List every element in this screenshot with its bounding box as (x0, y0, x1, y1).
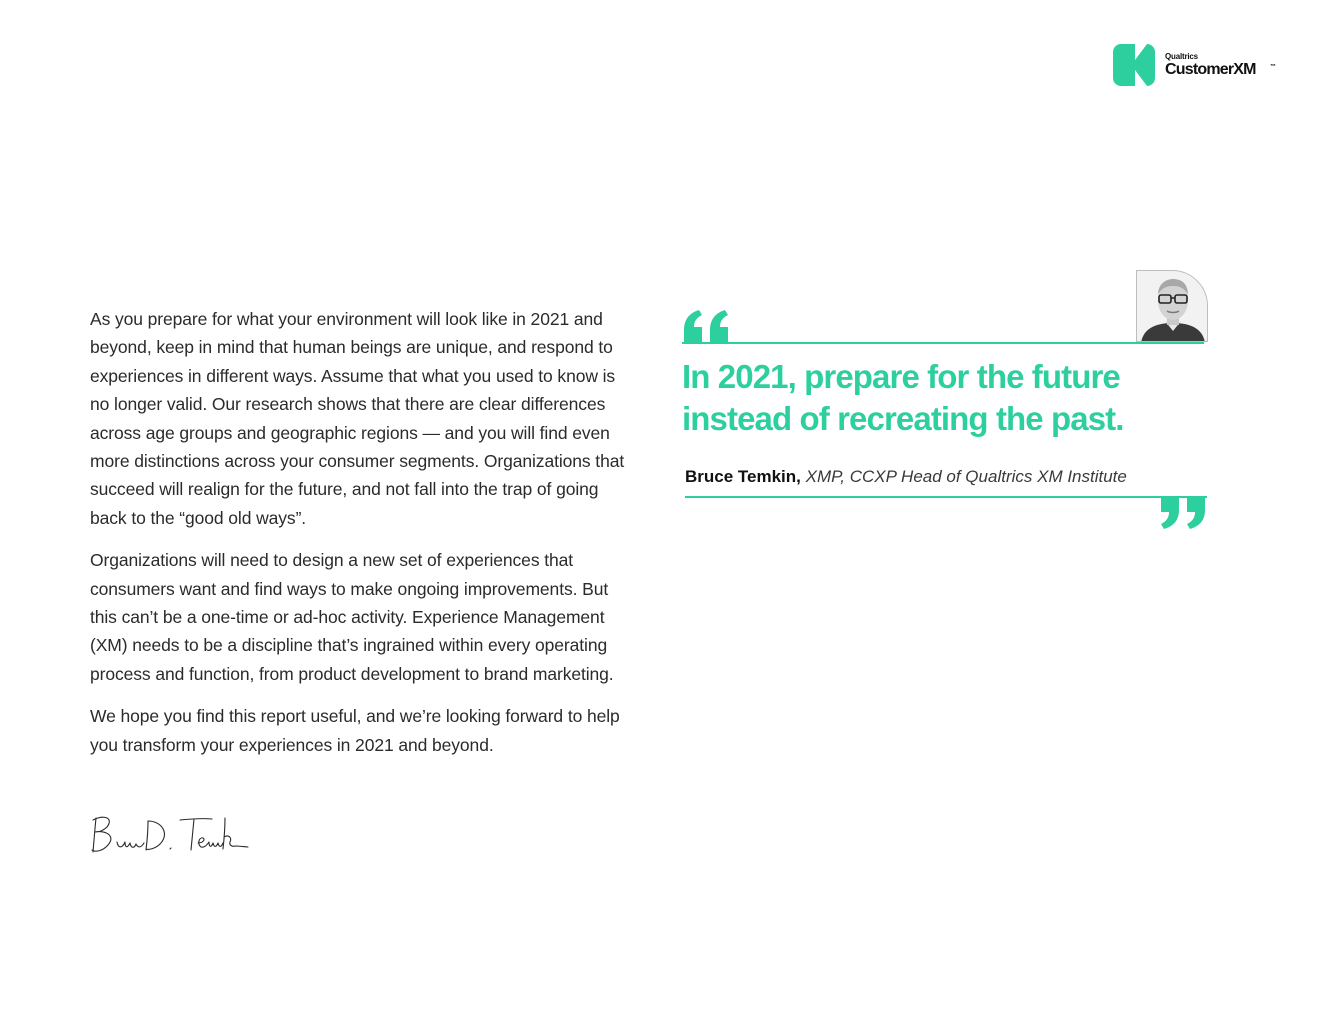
quote-bottom-rule (685, 496, 1207, 498)
quote-top-rule (682, 342, 1204, 344)
quote-author-name: Bruce Temkin, (685, 467, 801, 486)
body-paragraph-2: Organizations will need to design a new set of experiences that consumers want and find ways to make ongoing improvements. But this can’t be a one-time or ad-hoc activity. Experience Management (XM) needs to be a discipline that’s ingrained within every operating process and function, from product development to brand marketing. (90, 550, 614, 684)
customerxm-logo (1113, 44, 1283, 86)
close-quote-icon (1159, 496, 1207, 529)
author-portrait (1136, 270, 1208, 342)
logo-product-name: CustomerXM (1165, 61, 1256, 78)
customerxm-logo-icon (1113, 44, 1155, 86)
quote-attribution (685, 467, 1127, 487)
body-paragraph-1: As you prepare for what your environment will look like in 2021 and beyond, keep in mind that human beings are unique, and respond to experiences in different ways. Assume that what you used to know is no longer valid. Our research shows that there are clear differences across age groups and geographic regions — and you will find even more distinctions across your consumer segments. Organizations that succeed will realign for the future, and not fall into the trap of going back to the “good old ways”. (90, 309, 625, 528)
body-paragraph-3: We hope you find this report useful, and we’re looking forward to help you transform your experiences in 2021 and beyond. (90, 706, 620, 755)
pull-quote (682, 270, 1212, 532)
logo-brand-small: Qualtrics (1165, 52, 1198, 61)
handwritten-signature (90, 812, 250, 858)
quote-text: In 2021, prepare for the future instead of recreating the past. (682, 358, 1124, 437)
body-text-column (90, 305, 635, 773)
open-quote-icon (682, 310, 730, 344)
logo-trademark: ™ (1270, 64, 1276, 70)
quote-author-title: XMP, CCXP Head of Qualtrics XM Institute (805, 467, 1127, 486)
